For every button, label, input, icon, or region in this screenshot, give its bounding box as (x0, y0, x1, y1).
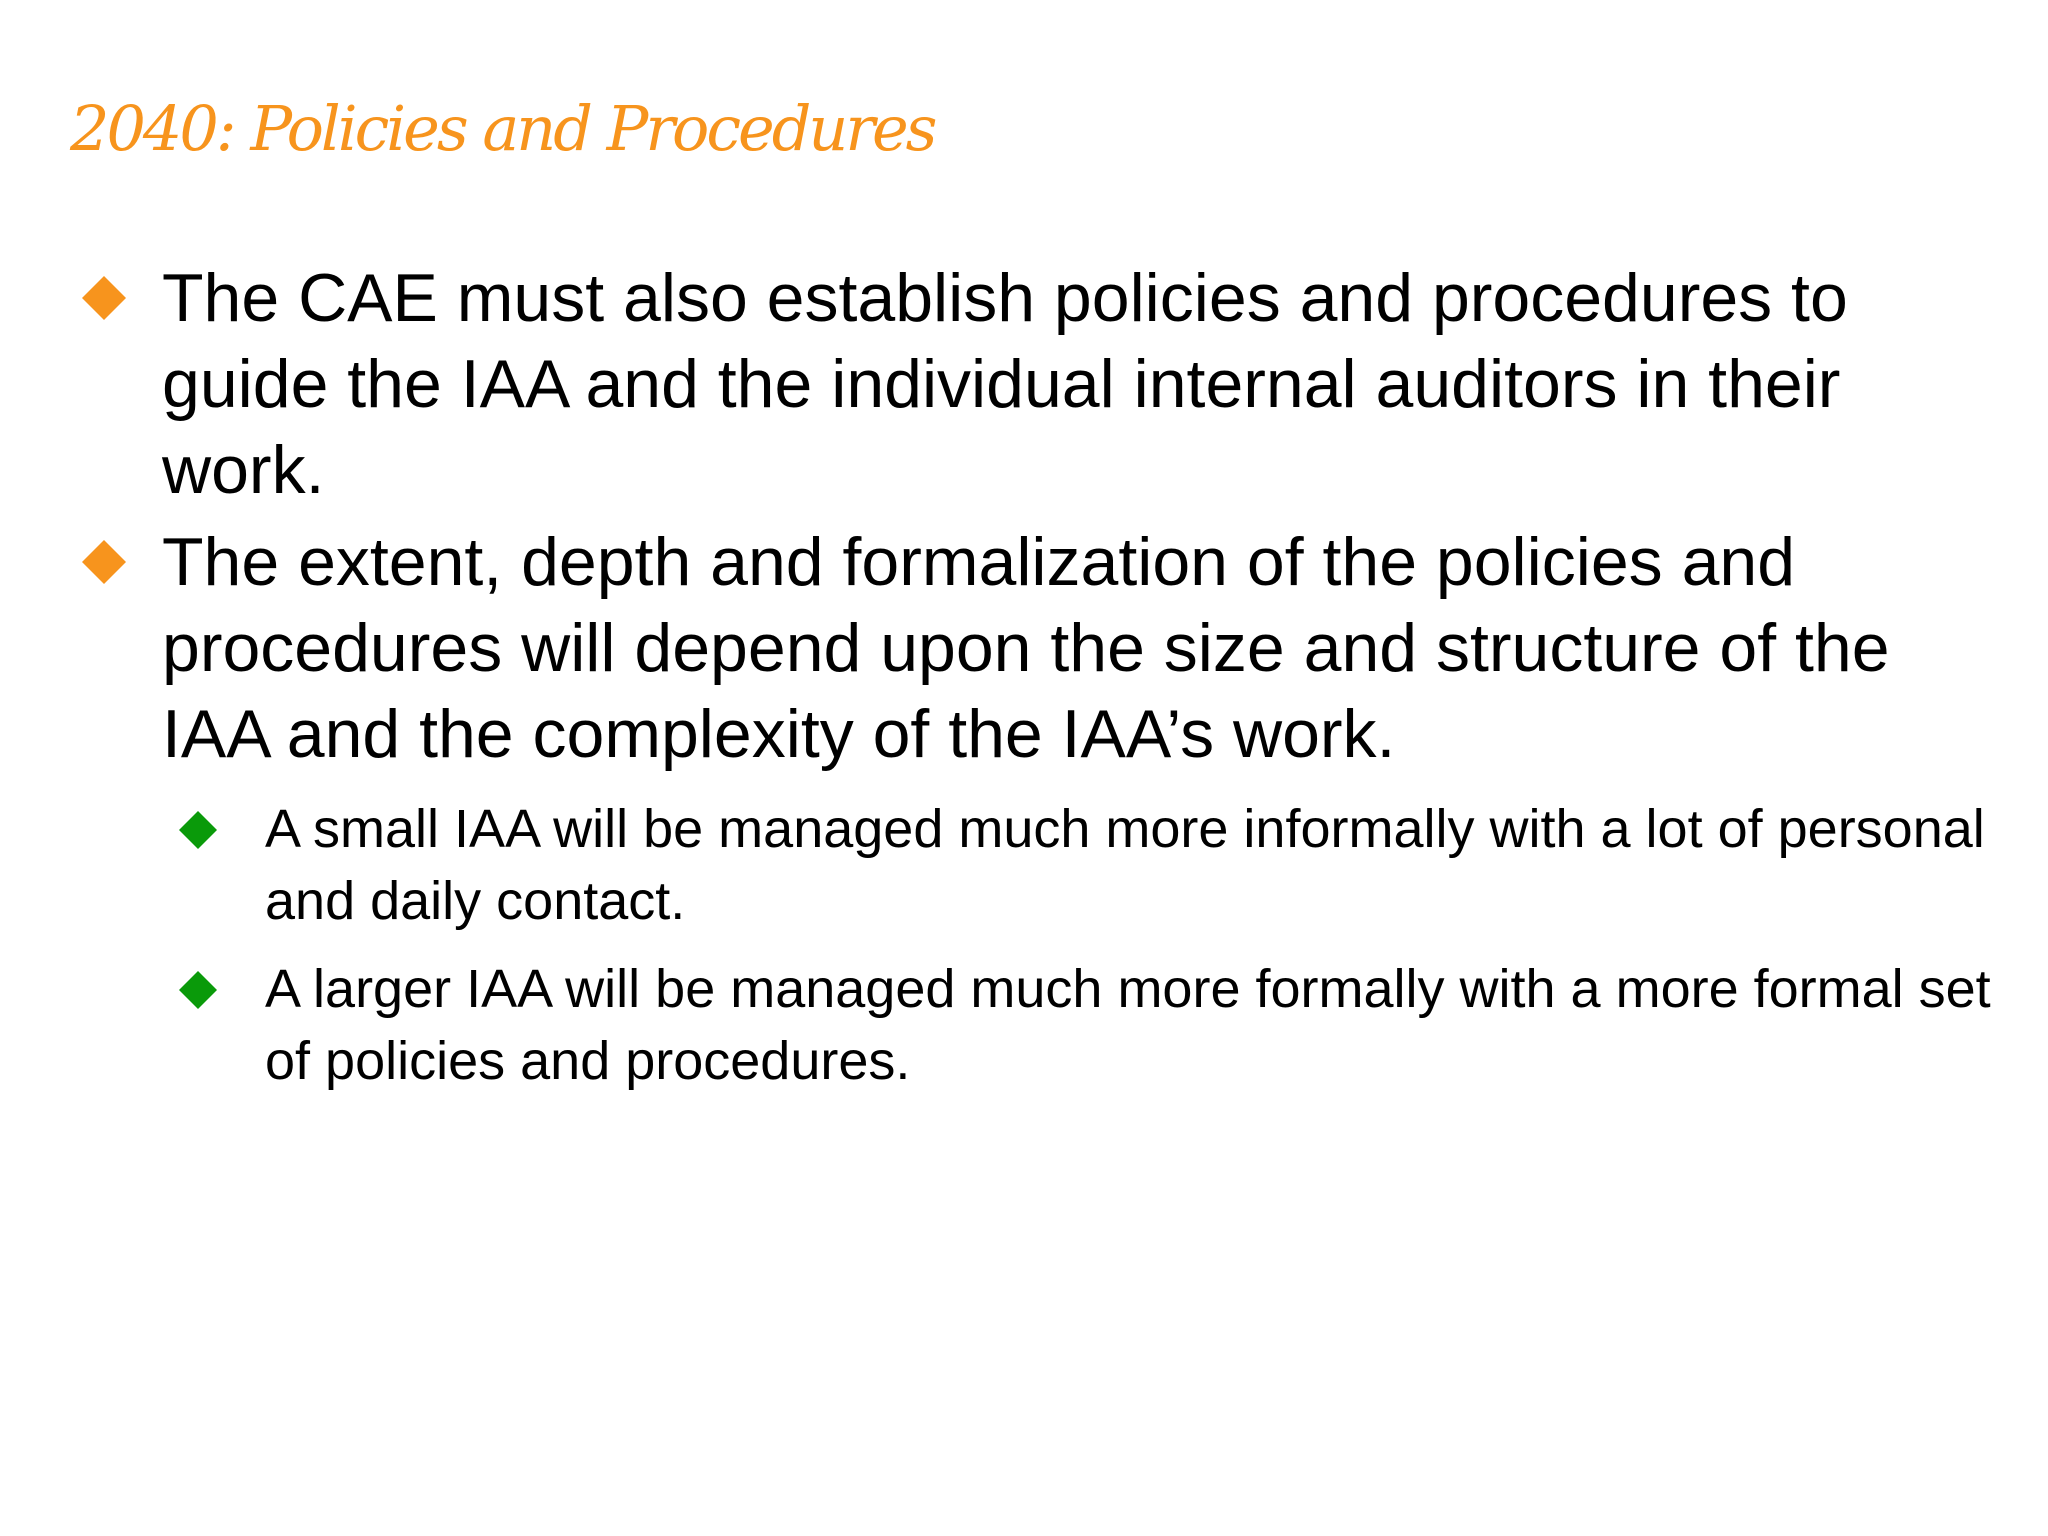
slide-title: 2040: Policies and Procedures (70, 92, 935, 165)
sub-bullet-text: A small IAA will be managed much more informally with a lot of personal and daily contact. (265, 799, 1985, 931)
slide-content (0, 255, 2048, 1109)
sub-bullet-item (265, 953, 2005, 1097)
bullet-text: The CAE must also establish policies and procedures to guide the IAA and the individual internal auditors in their work. (162, 260, 1848, 508)
green-diamond-bullet-icon (179, 811, 217, 849)
green-diamond-bullet-icon (179, 971, 217, 1009)
bullet-text: The extent, depth and formalization of the policies and procedures will depend upon the size and structure of the IAA and the complexity of the IAA’s work. (162, 524, 1890, 772)
orange-diamond-bullet-icon (82, 540, 126, 584)
sub-bullet-text: A larger IAA will be managed much more formally with a more formal set of policies and procedures. (265, 959, 1991, 1091)
sub-bullet-item (265, 793, 2005, 937)
orange-diamond-bullet-icon (82, 276, 126, 320)
bullet-item (162, 519, 2002, 777)
bullet-item (162, 255, 2002, 513)
